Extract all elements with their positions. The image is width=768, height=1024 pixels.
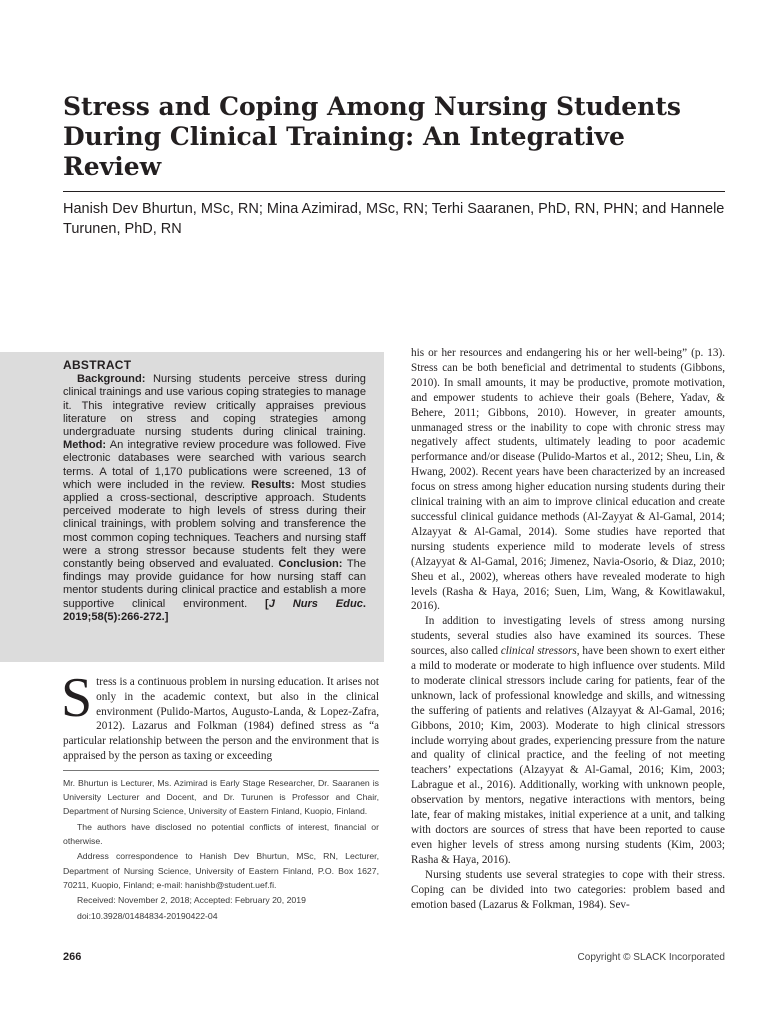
background-label: Background:	[77, 373, 146, 386]
paragraph-2: In addition to investigating levels of stress among nursing students, several studies also have examined its sources. These sources, also called clinical stressors, have been shown to exert either a mild to moderate or moderate to high influence over students. Mild to moderate clinical stressors include caring for patients, fear of the unknown, lack of professional knowledge and skills, and witnessing the suffering of patients and relatives (Alzayyat & Al-Gamal, 2016; Gibbons, 2010; Kim, 2003). Moderate to high clinical stressors include worrying about grades, experiencing pressure from the nature and quality of clinical practice, and the feeling of not meeting teachers’ expectations (Alzayyat & Al-Gamal, 2016; Kim, 2003; Labrague et al., 2016). Additionally, working with unknown people, observation by mentors, negative interactions with mentors, being late, fear of making mistakes, initial experience at a unit, and talking with doctors are sources of stress that have been reported to cause even higher levels of stress among nursing students (Kim, 2003; Rasha & Haya, 2016).	[411, 615, 726, 866]
intro-paragraph	[61, 667, 379, 764]
abstract-method: An integrative review procedure was followed. Five electronic databases were searched with various search terms. A total of 1,170 publications were screened, 13 of which were included in the review.	[63, 439, 366, 491]
abstract-background: Nursing students perceive stress during clinical trainings and use various coping strategies to manage it. This integrative review critically appraises previous literature on stress and coping strategies among undergraduate nursing students during clinical training.	[63, 373, 366, 439]
footnotes	[63, 776, 379, 924]
method-label: Method:	[63, 439, 107, 452]
copyright-notice: Copyright © SLACK Incorporated	[577, 952, 725, 963]
results-label: Results:	[251, 478, 295, 491]
conclusion-label: Conclusion:	[278, 558, 343, 571]
paragraph-3: Nursing students use several strategies to cope with their stress. Coping can be divided into two categories: problem based and emotion based (Lazarus & Folkman, 1984). Sev-	[411, 868, 725, 911]
intro-text: tress is a continuous problem in nursing education. It arises not only in the academic context, but also in the clinical environment (Pulido-Martos, Augusto-Landa, & Lopez-Zafra, 2012). Lazarus and Folkman (1984) defined stress as “a particular relationship between the person and the environment that is appraised by the person as taxing or exceeding	[63, 676, 379, 762]
right-column	[411, 346, 725, 912]
title-divider	[63, 191, 725, 192]
abstract-text	[63, 373, 366, 624]
abstract-box	[0, 352, 384, 662]
footnote-received: Received: November 2, 2018; Accepted: February 20, 2019	[77, 895, 306, 906]
article-title: Stress and Coping Among Nursing Students During Clinical Training: An Integrative Review	[63, 92, 681, 181]
footnote-divider	[63, 770, 379, 771]
page-number: 266	[63, 951, 82, 963]
footnote-disclosure: The authors have disclosed no potential conflicts of interest, financial or otherwise.	[63, 821, 379, 846]
abstract-conclusion: The findings may provide guidance for how nursing staff can mentor students during clinical practice and establish a more supportive clinical environment.	[63, 558, 366, 610]
author-list: Hanish Dev Bhurtun, MSc, RN; Mina Azimirad, MSc, RN; Terhi Saaranen, PhD, RN, PHN; and Hannele Turunen, PhD, RN	[63, 201, 725, 237]
abstract-results: Most studies applied a cross-sectional, descriptive approach. Students perceived moderate to high levels of stress during their clinical trainings, with problem solving and transference the most common coping techniques. Teachers and nursing staff were a strong stressor because students felt they were constantly being observed and evaluated.	[63, 478, 366, 571]
paragraph-1: his or her resources and endangering his or her well-being” (p. 13). Stress can be both beneficial and detrimental to students (Gibbons, 2010). In small amounts, it may be productive, promote motivation, and empower students to achieve their goals (Behere, Yadav, & Behere, 2011; Gibbons, 2010). However, in greater amounts, unmanaged stress or the inability to cope with chronic stress may negatively affect students, ultimately leading to poor academic performance and/or disease (Pulido-Martos et al., 2012; Sheu, Lin, & Hwang, 2002). Recent years have been characterized by an increased focus on stress among higher education nursing students during their clinical training with an aim to improve clinical education and create successful clinical guidance methods (Al-Zayyat & Al-Gamal, 2014; Alzayyat & Al-Gamal, 2014). Some studies have reported that nursing students experience mild to moderate levels of stress (Alzayyat & Al-Gamal, 2016; Jimenez, Navia-Osorio, & Diaz, 2010; Sheu et al., 2002), whereas others have revealed moderate to high levels (Rasha & Haya, 2016; Suen, Lim, Wang, & Kowitlawakul, 2016).	[411, 347, 725, 613]
journal-citation: [J Nurs Educ. 2019;58(5):266-272.]	[63, 597, 366, 623]
abstract-heading: ABSTRACT	[63, 358, 132, 372]
footnote-doi: doi:10.3928/01484834-20190422-04	[77, 910, 218, 921]
drop-cap: S	[61, 667, 93, 729]
footnote-correspondence: Address correspondence to Hanish Dev Bhurtun, MSc, RN, Lecturer, Department of Nursing Science, University of Eastern Finland, P.O. Box 1627, 70211, Kuopio, Finland; e-mail: hanishb@student.uef.fi.	[63, 851, 379, 890]
footnote-affiliations: Mr. Bhurtun is Lecturer, Ms. Azimirad is Early Stage Researcher, Dr. Saaranen is University Lecturer and Docent, and Dr. Turunen is Professor and Chair, Department of Nursing Science, University of Eastern Finland, Kuopio, Finland.	[63, 778, 379, 817]
